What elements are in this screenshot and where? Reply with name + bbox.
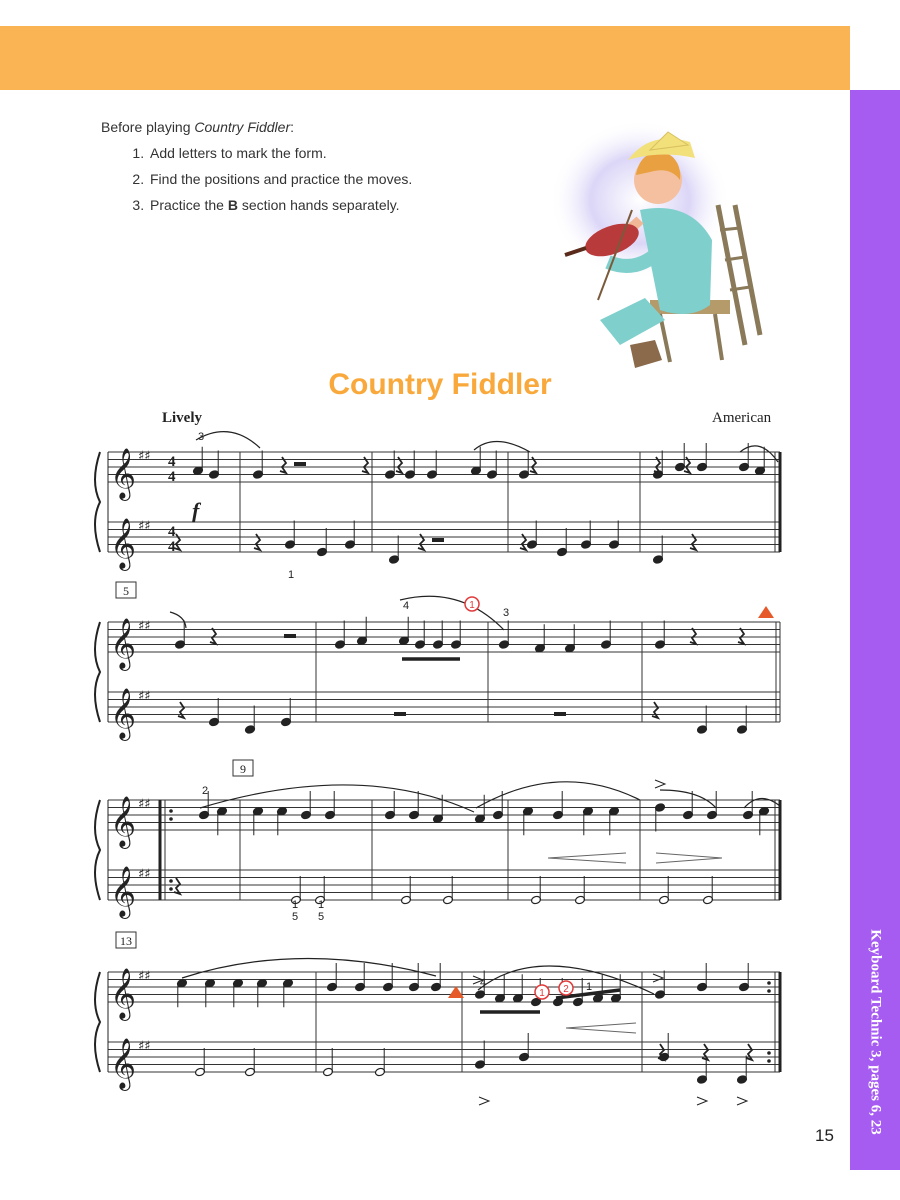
finger-number: 1 (292, 899, 299, 911)
finger-number: 5 (318, 911, 325, 923)
quarter-rest-icon (174, 878, 180, 894)
music-score (95, 431, 780, 1105)
music-system (95, 582, 780, 741)
quarter-rest-icon (418, 534, 424, 550)
key-signature-icon: ♯♯ (138, 619, 151, 634)
measure-number: 13 (120, 934, 132, 948)
quarter-rest-icon (254, 534, 260, 550)
composer-credit: American (712, 410, 772, 426)
half-rest-icon (294, 462, 306, 466)
circled-finger-number: 2 (563, 984, 569, 995)
key-signature-icon: ♯♯ (138, 449, 151, 464)
quarter-rest-icon (210, 628, 216, 644)
dynamic-marking: f (192, 498, 200, 523)
repeat-dot (169, 809, 173, 813)
brace-icon (95, 800, 100, 900)
measure-number: 5 (123, 584, 129, 598)
fiddler-illustration (550, 120, 760, 368)
quarter-rest-icon (178, 702, 184, 718)
accent-mark (737, 1097, 747, 1105)
repeat-dot (767, 1059, 771, 1063)
slur (182, 958, 436, 978)
key-signature-icon: ♯♯ (138, 797, 151, 812)
repeat-dot (169, 817, 173, 821)
treble-clef-icon: 𝄞 (110, 968, 137, 1019)
half-rest-icon (432, 538, 444, 542)
accent-mark (655, 780, 665, 788)
time-signature-icon: 4 (168, 454, 176, 470)
time-signature-icon: 4 (168, 539, 176, 555)
instruction-step: 1. Add letters to mark the form. (148, 140, 412, 166)
treble-clef-icon: 𝄞 (110, 618, 137, 669)
quarter-rest-icon (690, 534, 696, 550)
circled-finger-number: 1 (469, 600, 475, 611)
finger-number: 4 (480, 977, 487, 989)
time-signature-icon: 4 (168, 524, 176, 540)
slur (170, 612, 186, 628)
treble-clef-icon: 𝄞 (110, 448, 137, 499)
quarter-rest-icon (690, 628, 696, 644)
treble-clef-icon: 𝄞 (110, 1038, 137, 1089)
repeat-dot (767, 989, 771, 993)
treble-clef-icon: 𝄞 (110, 688, 137, 739)
brace-icon (95, 622, 100, 722)
music-system (95, 760, 780, 919)
music-system (95, 932, 780, 1091)
brace-icon (95, 972, 100, 1072)
key-signature-icon: ♯♯ (138, 689, 151, 704)
key-signature-icon: ♯♯ (138, 867, 151, 882)
treble-clef-icon: 𝄞 (110, 796, 137, 847)
repeat-dot (767, 981, 771, 985)
decrescendo-hairpin (656, 853, 722, 863)
finger-number: 5 (292, 911, 299, 923)
key-signature-icon: ♯♯ (138, 519, 151, 534)
slur (196, 432, 260, 448)
accent-mark (653, 974, 663, 982)
half-rest-icon (284, 634, 296, 638)
quarter-rest-icon (652, 702, 658, 718)
finger-number: 2 (202, 785, 209, 797)
treble-clef-icon: 𝄞 (110, 866, 137, 917)
quarter-rest-icon (520, 534, 526, 550)
finger-number: 1 (586, 981, 593, 993)
accent-mark (479, 1097, 489, 1105)
sidebar-reference: Keyboard Technic 3, pages 6, 23 (867, 929, 884, 1135)
crescendo-hairpin (566, 1023, 636, 1033)
circled-finger-number: 1 (539, 988, 545, 999)
instruction-step: 2. Find the positions and practice the moves. (148, 166, 412, 192)
accent-mark (697, 1097, 707, 1105)
slur (660, 790, 716, 808)
quarter-rest-icon (702, 1044, 708, 1060)
instruction-step: 3. Practice the B section hands separately. (148, 192, 412, 218)
treble-clef-icon: 𝄞 (110, 518, 137, 569)
piece-title: Country Fiddler (328, 368, 552, 401)
instructions-intro: Before playing Country Fiddler: (101, 119, 294, 135)
brace-icon (95, 452, 100, 552)
repeat-dot (169, 879, 173, 883)
finger-number: 3 (503, 607, 510, 619)
warning-icon (758, 606, 774, 618)
measure-number: 9 (240, 762, 246, 776)
finger-number: 4 (403, 600, 410, 612)
slur (474, 441, 530, 452)
quarter-rest-icon (746, 1044, 752, 1060)
page-number: 15 (815, 1126, 834, 1145)
finger-number: 1 (288, 569, 295, 581)
repeat-dot (169, 887, 173, 891)
half-rest-icon (554, 712, 566, 716)
quarter-rest-icon (738, 628, 744, 644)
half-rest-icon (394, 712, 406, 716)
slur (476, 782, 640, 808)
repeat-dot (767, 1051, 771, 1055)
finger-number: 3 (198, 431, 205, 443)
key-signature-icon: ♯♯ (138, 1039, 151, 1054)
finger-number: 1 (318, 899, 325, 911)
key-signature-icon: ♯♯ (138, 969, 151, 984)
tempo-marking: Lively (162, 410, 202, 426)
crescendo-hairpin (548, 853, 626, 863)
time-signature-icon: 4 (168, 469, 176, 485)
